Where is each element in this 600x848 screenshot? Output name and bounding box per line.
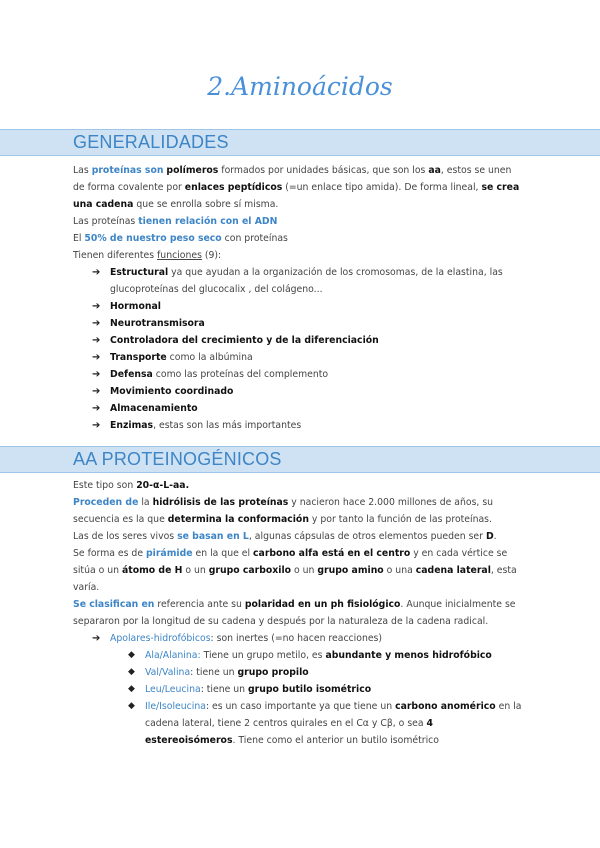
- paragraph: Las de los seres vivos se basan en L, algunas cápsulas de otros elementos pueden ser D.: [73, 531, 497, 542]
- diamond-bullet-icon: ◆: [128, 701, 135, 711]
- paragraph: Proceden de la hidrólisis de las proteínas y nacieron hace 2.000 millones de años, su secuencia es la que determina la conformación y por tanto la función de las proteínas.: [73, 497, 494, 525]
- paragraph: El 50% de nuestro peso seco con proteínas: [73, 233, 288, 244]
- arrow-icon: ➔: [92, 318, 101, 329]
- list-item: ◆ Leu/Leucina: tiene un grupo butilo isométrico: [73, 681, 523, 698]
- list-item-apolares: ➔ Apolares-hidrofóbicos: son inertes (=no hacen reacciones): [73, 630, 523, 647]
- list-item: ➔ Estructural ya que ayudan a la organización de los cromosomas, de la elastina, las glucoproteínas del glucocalix , del colágeno...: [73, 264, 523, 298]
- paragraph: Se clasifican en referencia ante su polaridad en un ph fisiológico. Aunque inicialmente se separaron por la longitud de su cadena y después por la naturaleza de la cadena radical.: [73, 599, 516, 627]
- diamond-bullet-icon: ◆: [128, 650, 135, 660]
- list-item: ➔ Defensa como las proteínas del complemento: [73, 366, 523, 383]
- list-item: ➔ Transporte como la albúmina: [73, 349, 523, 366]
- list-item: ➔ Enzimas, estas son las más importantes: [73, 417, 523, 434]
- functions-list: [73, 264, 523, 434]
- arrow-icon: ➔: [92, 386, 101, 397]
- paragraph: Tienen diferentes funciones (9):: [73, 250, 222, 261]
- arrow-icon: ➔: [92, 420, 101, 431]
- arrow-icon: ➔: [92, 267, 101, 278]
- section-header-aa-proteinogenicos: [0, 446, 600, 473]
- list-item: ◆ Val/Valina: tiene un grupo propilo: [73, 664, 523, 681]
- generalidades-body: [73, 162, 523, 434]
- list-item: ➔ Almacenamiento: [73, 400, 523, 417]
- list-item: ◆ Ala/Alanina: Tiene un grupo metilo, es abundante y menos hidrofóbico: [73, 647, 523, 664]
- diamond-bullet-icon: ◆: [128, 667, 135, 677]
- list-item: ➔ Movimiento coordinado: [73, 383, 523, 400]
- arrow-icon: ➔: [92, 403, 101, 414]
- list-item: ➔ Neurotransmisora: [73, 315, 523, 332]
- paragraph: Las proteínas tienen relación con el ADN: [73, 216, 278, 227]
- paragraph: Se forma es de pirámide en la que el carbono alfa está en el centro y en cada vértice se sitúa o un átomo de H o un grupo carboxilo o un grupo amino o una cadena lateral, esta varía.: [73, 548, 517, 593]
- page-title: 2.Aminoácidos: [207, 72, 393, 101]
- arrow-icon: ➔: [92, 301, 101, 312]
- diamond-bullet-icon: ◆: [128, 684, 135, 694]
- arrow-icon: ➔: [92, 352, 101, 363]
- section-header-generalidades: [0, 129, 600, 156]
- arrow-icon: ➔: [92, 633, 101, 644]
- aa-proteinogenicos-body: [73, 477, 523, 749]
- section-heading: AA PROTEINOGÉNICOS: [73, 449, 282, 469]
- section-heading: GENERALIDADES: [73, 132, 229, 152]
- list-item: ➔ Hormonal: [73, 298, 523, 315]
- paragraph: Las proteínas son polímeros formados por unidades básicas, que son los aa, estos se unen de forma covalente por enlaces peptídicos (=un enlace tipo amida). De forma lineal, se crea una cadena que se enrolla sobre sí misma.: [73, 165, 520, 210]
- list-item: ➔ Controladora del crecimiento y de la diferenciación: [73, 332, 523, 349]
- arrow-icon: ➔: [92, 335, 101, 346]
- list-item: ◆ Ile/Isoleucina: es un caso importante ya que tiene un carbono anomérico en la cadena lateral, tiene 2 centros quirales en el Cα y Cβ, o sea 4 estereoisómeros. Tiene como el anterior un butilo isométrico: [73, 698, 523, 749]
- paragraph: Este tipo son 20-α-L-aa.: [73, 480, 190, 491]
- arrow-icon: ➔: [92, 369, 101, 380]
